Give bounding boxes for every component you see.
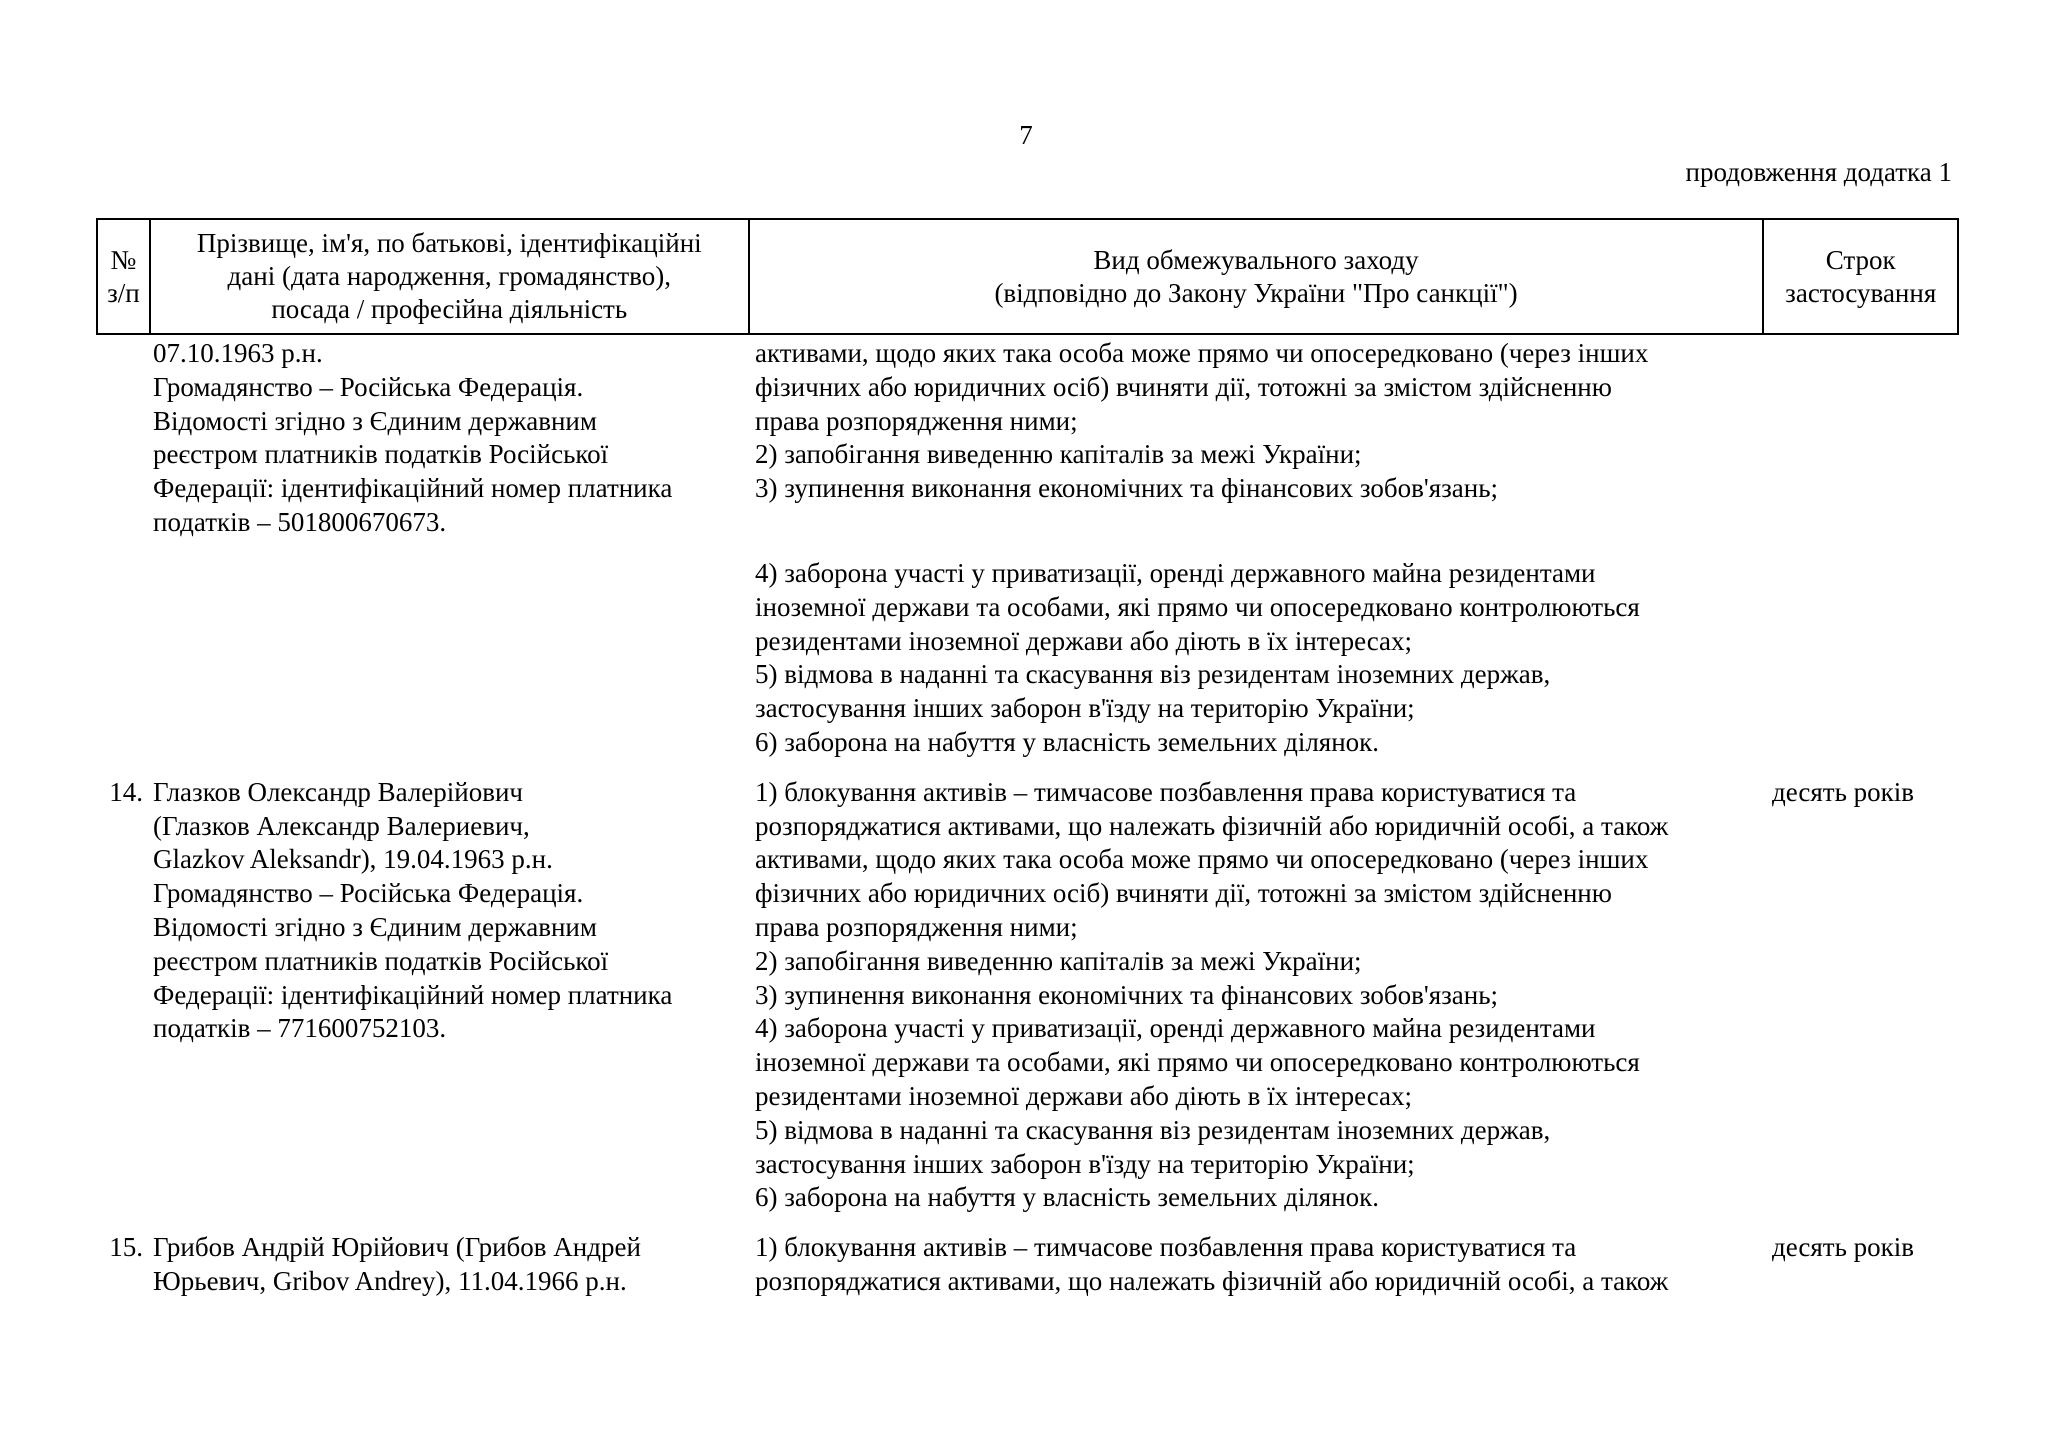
- sanction-term: десять років: [1772, 1232, 1915, 1263]
- continuation-label: продовження додатка 1: [1685, 157, 1952, 187]
- person-detail-line: 07.10.1963 р.н.: [153, 338, 323, 368]
- sanction-measures: [749, 776, 1766, 1215]
- measure-line: розпоряджатися активами, що належать фізичній або юридичній особі, а також: [755, 810, 1669, 841]
- measure-line: 5) відмова в наданні та скасування віз резидентам іноземних держав,: [755, 659, 1551, 690]
- header-text-line: застосування: [1785, 277, 1937, 308]
- table-row: [96, 1231, 1959, 1299]
- person-detail-line: реєстром платників податків Російської: [153, 945, 609, 976]
- header-text-line: №: [110, 244, 137, 275]
- person-detail-line: Федерації: ідентифікаційний номер платника: [153, 979, 673, 1010]
- measure-line: розпоряджатися активами, що належать фізичній або юридичній особі, а також: [755, 1265, 1669, 1296]
- sanction-term: десять років: [1772, 776, 1915, 807]
- row-number: [96, 337, 149, 760]
- sanction-measures: [749, 1231, 1766, 1299]
- header-text-line: Строк: [1825, 244, 1896, 275]
- table-body: [96, 337, 1959, 1299]
- measure-line: фізичних або юридичних осіб) вчиняти дії, тотожні за змістом здійсненню: [755, 878, 1612, 909]
- person-details: [149, 1231, 749, 1299]
- row-number: 14.: [109, 776, 143, 807]
- measure-line: 3) зупинення виконання економічних та фінансових зобов'язань;: [755, 979, 1499, 1010]
- measure-line: іноземної держави та особами, які прямо чи опосередковано контролюються: [755, 1047, 1640, 1078]
- measure-line: фізичних або юридичних осіб) вчиняти дії, тотожні за змістом здійсненню: [755, 371, 1612, 402]
- table-row: [96, 776, 1959, 1215]
- measure-line: активами, щодо яких така особа може прямо чи опосередковано (через інших: [755, 844, 1649, 875]
- person-detail-line: податків – 501800670673.: [153, 506, 447, 537]
- measure-line: 5) відмова в наданні та скасування віз резидентам іноземних держав,: [755, 1114, 1551, 1145]
- measure-line: права розпорядження ними;: [755, 405, 1078, 436]
- header-text-line: (відповідно до Закону України "Про санкції"): [994, 277, 1518, 308]
- header-text-line: посада / професійна діяльність: [271, 294, 628, 324]
- header-text-line: Прізвище, ім'я, по батькові, ідентифікаційні: [196, 228, 702, 258]
- person-detail-line: реєстром платників податків Російської: [153, 439, 609, 470]
- person-detail-line: Glazkov Aleksandr), 19.04.1963 р.н.: [153, 844, 553, 875]
- person-details: [149, 337, 749, 760]
- measure-line: резидентами іноземної держави або діють в їх інтересах;: [755, 1080, 1413, 1111]
- person-detail-line: податків – 771600752103.: [153, 1013, 447, 1044]
- person-detail-line: Федерації: ідентифікаційний номер платника: [153, 473, 673, 504]
- table-row: [96, 337, 1959, 760]
- header-name-column: [151, 220, 750, 333]
- measure-line: 4) заборона участі у приватизації, оренді державного майна резидентами: [755, 557, 1596, 588]
- measure-line: 2) запобігання виведенню капіталів за межі України;: [755, 945, 1362, 976]
- header-text-line: з/п: [107, 277, 140, 308]
- person-detail-line: Грибов Андрій Юрійович (Грибов Андрей: [153, 1232, 641, 1263]
- person-detail-line: Громадянство – Російська Федерація.: [153, 371, 584, 402]
- header-number-column: [98, 220, 151, 333]
- person-detail-line: Громадянство – Російська Федерація.: [153, 878, 584, 909]
- person-detail-line: (Глазков Александр Валериевич,: [153, 810, 530, 841]
- measure-line: резидентами іноземної держави або діють в їх інтересах;: [755, 625, 1413, 656]
- sanction-term: [1766, 337, 1959, 760]
- row-number: 15.: [109, 1232, 143, 1263]
- measure-line: застосування інших заборон в'їзду на територію України;: [755, 1148, 1415, 1179]
- measure-line: права розпорядження ними;: [755, 911, 1078, 942]
- measure-line: 4) заборона участі у приватизації, оренді державного майна резидентами: [755, 1013, 1596, 1044]
- measure-line: 6) заборона на набуття у власність земельних ділянок.: [755, 726, 1380, 757]
- sanction-measures: [749, 337, 1766, 760]
- measure-line: застосування інших заборон в'їзду на територію України;: [755, 693, 1415, 724]
- measure-line: 1) блокування активів – тимчасове позбавлення права користуватися та: [755, 776, 1577, 807]
- measure-line: активами, щодо яких така особа може прямо чи опосередковано (через інших: [755, 338, 1649, 368]
- person-detail-line: Юрьевич, Gribov Andrey), 11.04.1966 р.н.: [153, 1265, 627, 1296]
- measure-line: 1) блокування активів – тимчасове позбавлення права користуватися та: [755, 1232, 1577, 1263]
- measure-line: 6) заборона на набуття у власність земельних ділянок.: [755, 1182, 1380, 1213]
- header-measure-column: [750, 220, 1765, 333]
- person-detail-line: Відомості згідно з Єдиним державним: [153, 911, 597, 942]
- page-number: 7: [1019, 120, 1033, 150]
- person-details: [149, 776, 749, 1215]
- header-text-line: Вид обмежувального заходу: [1093, 244, 1419, 275]
- person-detail-line: Глазков Олександр Валерійович: [153, 776, 523, 807]
- person-detail-line: Відомості згідно з Єдиним державним: [153, 405, 597, 436]
- measure-line: 2) запобігання виведенню капіталів за межі України;: [755, 439, 1362, 470]
- header-text-line: дані (дата народження, громадянство),: [227, 261, 671, 291]
- measure-line: іноземної держави та особами, які прямо чи опосередковано контролюються: [755, 591, 1640, 622]
- header-term-column: [1764, 220, 1957, 333]
- table-header: [96, 218, 1959, 335]
- measure-line: 3) зупинення виконання економічних та фінансових зобов'язань;: [755, 473, 1499, 504]
